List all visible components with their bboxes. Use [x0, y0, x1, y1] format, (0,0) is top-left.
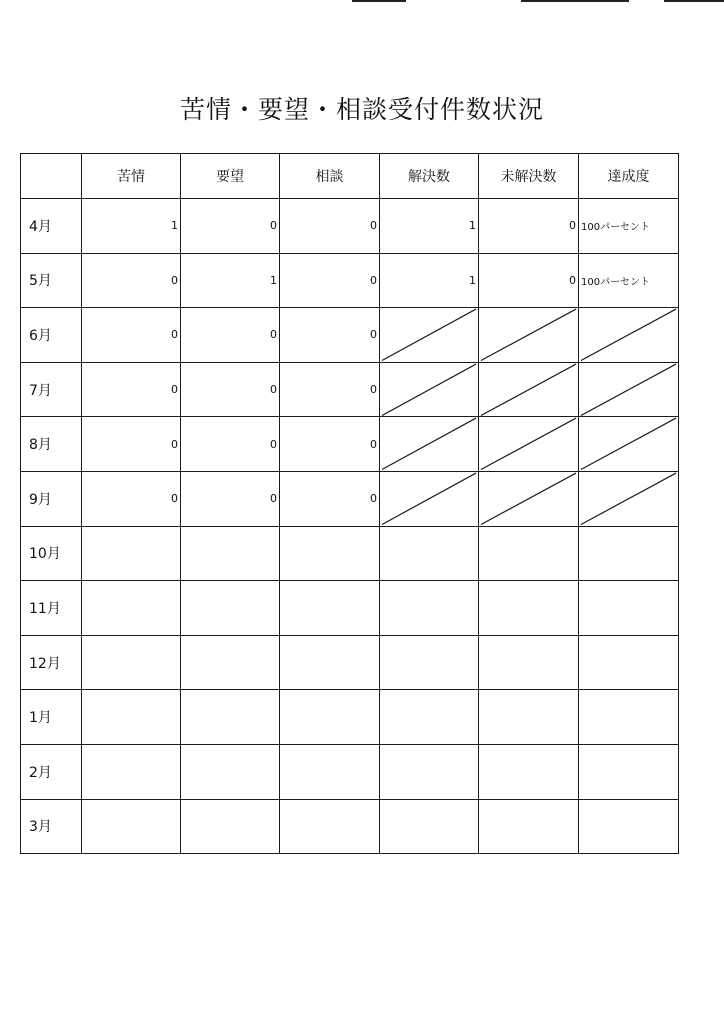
table-row	[21, 199, 679, 254]
cell-kaiketsu-crossed-out	[380, 471, 479, 526]
cell-mikaiketsu-crossed-out	[479, 362, 579, 417]
cell-kaiketsu	[380, 526, 479, 581]
cell-yobo: 0	[181, 417, 280, 472]
cell-sodan: 0	[280, 362, 380, 417]
cell-sodan	[280, 799, 380, 854]
cell-mikaiketsu: 0	[479, 199, 579, 254]
cell-sodan	[280, 526, 380, 581]
header-corner	[21, 154, 82, 199]
cell-mikaiketsu	[479, 526, 579, 581]
page-title: 苦情・要望・相談受付件数状況	[179, 95, 544, 124]
cell-kaiketsu: 1	[380, 199, 479, 254]
diagonal-slash	[479, 472, 578, 526]
cell-month: 12月	[21, 635, 82, 690]
cell-month: 10月	[21, 526, 82, 581]
header-sodan: 相談	[280, 154, 380, 199]
cell-yobo: 1	[181, 253, 280, 308]
header-mikaiketsu: 未解決数	[479, 154, 579, 199]
header-yobo: 要望	[181, 154, 280, 199]
cell-kaiketsu: 1	[380, 253, 479, 308]
table-row	[21, 526, 679, 581]
cell-mikaiketsu	[479, 799, 579, 854]
cell-tassei-crossed-out	[579, 417, 679, 472]
table-row	[21, 362, 679, 417]
cell-kaiketsu	[380, 744, 479, 799]
header-row	[21, 154, 679, 199]
cell-yobo	[181, 635, 280, 690]
cell-kujo: 1	[82, 199, 181, 254]
cell-yobo	[181, 526, 280, 581]
cell-month: 8月	[21, 417, 82, 472]
cell-sodan: 0	[280, 417, 380, 472]
header-kujo: 苦情	[82, 154, 181, 199]
cell-month: 1月	[21, 690, 82, 745]
cell-mikaiketsu-crossed-out	[479, 308, 579, 363]
table-row	[21, 581, 679, 636]
cell-yobo	[181, 581, 280, 636]
cell-sodan	[280, 744, 380, 799]
header-tassei: 達成度	[579, 154, 679, 199]
diagonal-slash	[479, 417, 578, 471]
cell-sodan	[280, 635, 380, 690]
cell-kaiketsu-crossed-out	[380, 308, 479, 363]
diagonal-slash	[380, 417, 478, 471]
cell-sodan	[280, 581, 380, 636]
cell-tassei	[579, 526, 679, 581]
cell-tassei-crossed-out	[579, 471, 679, 526]
cell-yobo	[181, 690, 280, 745]
cell-sodan	[280, 690, 380, 745]
cell-kaiketsu-crossed-out	[380, 417, 479, 472]
table-body	[21, 199, 679, 854]
cell-mikaiketsu	[479, 690, 579, 745]
cell-sodan: 0	[280, 253, 380, 308]
cell-yobo: 0	[181, 362, 280, 417]
cell-yobo: 0	[181, 471, 280, 526]
cell-kujo	[82, 690, 181, 745]
cell-month: 3月	[21, 799, 82, 854]
cell-tassei	[579, 635, 679, 690]
cell-month: 11月	[21, 581, 82, 636]
cell-tassei: 100パーセント	[579, 253, 679, 308]
cell-kujo: 0	[82, 308, 181, 363]
diagonal-slash	[579, 417, 678, 471]
cell-month: 2月	[21, 744, 82, 799]
table-row	[21, 690, 679, 745]
cell-tassei: 100パーセント	[579, 199, 679, 254]
diagonal-slash	[479, 363, 578, 417]
diagonal-slash	[579, 308, 678, 362]
scan-mark	[352, 0, 406, 2]
diagonal-slash	[579, 363, 678, 417]
cell-mikaiketsu-crossed-out	[479, 417, 579, 472]
cell-kaiketsu	[380, 581, 479, 636]
cell-tassei	[579, 690, 679, 745]
table-row	[21, 417, 679, 472]
cell-month: 9月	[21, 471, 82, 526]
cell-kujo: 0	[82, 417, 181, 472]
table-row	[21, 799, 679, 854]
scan-mark	[521, 0, 629, 2]
cell-mikaiketsu-crossed-out	[479, 471, 579, 526]
cell-yobo: 0	[181, 199, 280, 254]
cell-sodan: 0	[280, 199, 380, 254]
diagonal-slash	[579, 472, 678, 526]
table-row	[21, 635, 679, 690]
table-row	[21, 471, 679, 526]
cell-kujo	[82, 526, 181, 581]
cell-mikaiketsu	[479, 581, 579, 636]
cell-kujo	[82, 635, 181, 690]
cell-sodan: 0	[280, 471, 380, 526]
cell-kujo	[82, 581, 181, 636]
cell-yobo	[181, 799, 280, 854]
cell-mikaiketsu	[479, 744, 579, 799]
diagonal-slash	[380, 472, 478, 526]
cell-month: 7月	[21, 362, 82, 417]
cell-mikaiketsu	[479, 635, 579, 690]
cell-kaiketsu	[380, 690, 479, 745]
cell-month: 5月	[21, 253, 82, 308]
cell-mikaiketsu: 0	[479, 253, 579, 308]
header-kaiketsu: 解決数	[380, 154, 479, 199]
cell-tassei	[579, 799, 679, 854]
scan-mark	[664, 0, 724, 2]
cell-sodan: 0	[280, 308, 380, 363]
table-row	[21, 744, 679, 799]
cell-yobo: 0	[181, 308, 280, 363]
cell-kujo: 0	[82, 362, 181, 417]
diagonal-slash	[380, 308, 478, 362]
cell-tassei-crossed-out	[579, 308, 679, 363]
cell-month: 6月	[21, 308, 82, 363]
cell-kujo	[82, 799, 181, 854]
diagonal-slash	[479, 308, 578, 362]
cell-kaiketsu	[380, 799, 479, 854]
diagonal-slash	[380, 363, 478, 417]
cell-kaiketsu	[380, 635, 479, 690]
cell-kujo	[82, 744, 181, 799]
report-table	[20, 153, 679, 854]
cell-tassei	[579, 581, 679, 636]
table-row	[21, 308, 679, 363]
cell-tassei	[579, 744, 679, 799]
cell-tassei-crossed-out	[579, 362, 679, 417]
cell-month: 4月	[21, 199, 82, 254]
cell-kujo: 0	[82, 471, 181, 526]
cell-yobo	[181, 744, 280, 799]
cell-kujo: 0	[82, 253, 181, 308]
cell-kaiketsu-crossed-out	[380, 362, 479, 417]
table-row	[21, 253, 679, 308]
